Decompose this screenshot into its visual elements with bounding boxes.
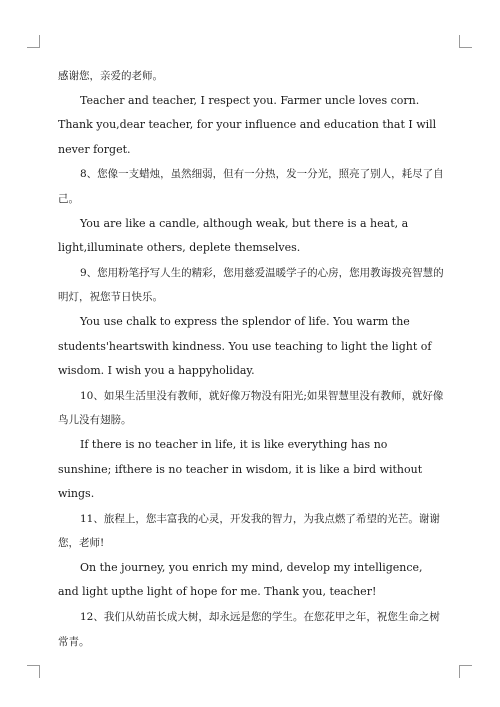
paragraph: 11、旅程上，您丰富我的心灵，开发我的智力，为我点燃了希望的光芒。谢谢您，老师! [58,512,440,550]
paragraph: Teacher and teacher, I respect you. Farmer uncle loves corn. Thank you,dear teacher, for your influence and education that I will never forget. [58,93,437,156]
paragraph: 10、如果生活里没有教师，就好像万物没有阳光;如果智慧里没有教师，就好像鸟儿没有翅膀。 [58,389,444,427]
paragraph: You are like a candle, although weak, but there is a heat, a light,illuminate others, deplete themselves. [58,216,409,255]
page-corner-mark-bottom-right [459,665,472,678]
paragraph: You use chalk to express the splendor of life. You warm the students'heartswith kindness. You use teaching to light the light of wisdom. I wish you a happyholiday. [58,314,432,378]
paragraph: 8、您像一支蜡烛，虽然细弱，但有一分热，发一分光，照亮了别人，耗尽了自己。 [58,168,444,205]
paragraph: 12、我们从幼苗长成大树，却永远是您的学生。在您花甲之年，祝您生命之树常青。 [58,611,440,648]
paragraph: On the journey, you enrich my mind, develop my intelligence, and light upthe light of hope for me. Thank you, teacher! [58,560,423,599]
document-body [58,64,444,654]
page-corner-mark-top-right [459,35,472,48]
page-corner-mark-bottom-left [27,665,40,678]
paragraph: If there is no teacher in life, it is like everything has no sunshine; ifthere is no teacher in wisdom, it is like a bird without wings. [58,437,423,501]
paragraph: 感谢您，亲爱的老师。 [58,70,163,82]
paragraph: 9、您用粉笔抒写人生的精彩，您用慈爱温暖学子的心房，您用教诲拨亮智慧的明灯，祝您节日快乐。 [58,266,444,304]
page-corner-mark-top-left [27,35,40,48]
